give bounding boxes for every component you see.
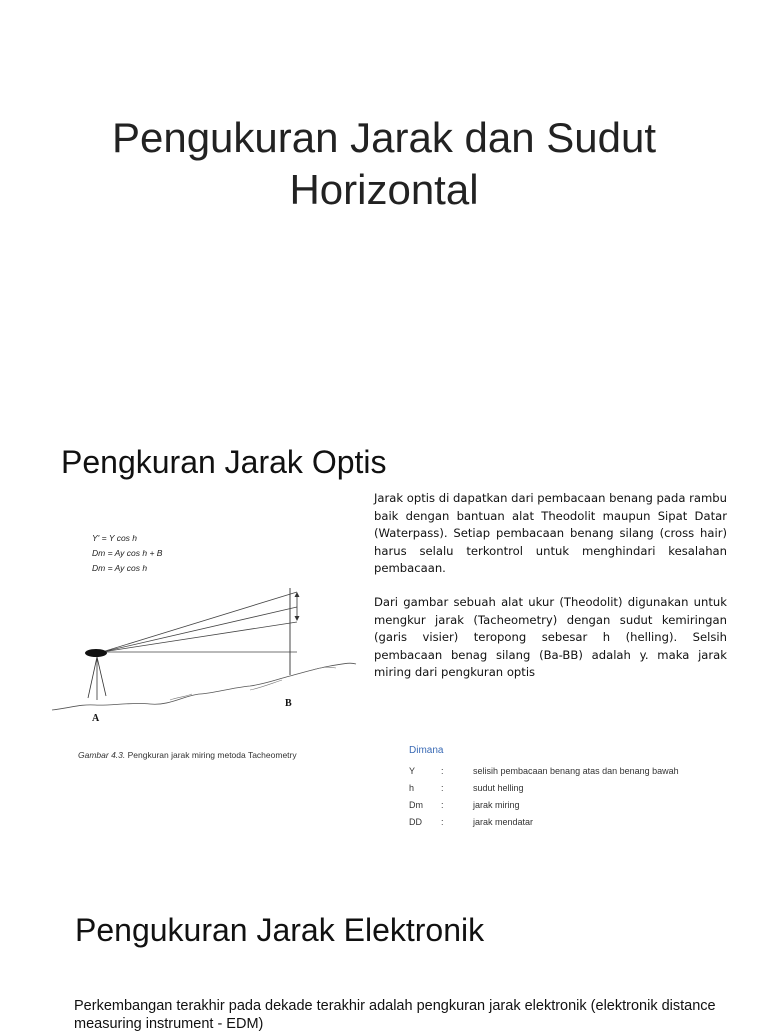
legend-symbol: Dm (409, 799, 423, 810)
terrain-line (52, 663, 356, 710)
legend-title: Dimana (409, 745, 444, 756)
formula-1: Y' = Y cos h (92, 533, 138, 543)
tripod-leg (88, 657, 97, 698)
tripod-leg (97, 657, 106, 696)
sight-line-middle (102, 607, 297, 652)
legend-symbol: Y (409, 765, 416, 776)
sight-line-bottom (102, 622, 297, 652)
legend-symbol: h (409, 782, 415, 793)
legend-colon: : (441, 816, 444, 827)
figure-caption (78, 750, 297, 760)
legend-row (409, 762, 729, 779)
tacheometry-diagram (50, 580, 360, 730)
optis-paragraph-2: Dari gambar sebuah alat ukur (Theodolit) digunakan untuk mengkur jarak (Tacheometry) dengan sudut kemiringan (garis visier) teropong sebesar h (helling). Selsih pembacaan benag silang (Ba-BB) adalah y. maka jarak miring dari pengkuran optis (374, 595, 727, 680)
legend-colon: : (441, 782, 444, 793)
section-heading-optis: Pengkuran Jarak Optis (61, 444, 387, 480)
variable-legend (409, 745, 729, 830)
optis-paragraph-1: Jarak optis di dapatkan dari pembacaan benang pada rambu baik dengan bantuan alat Theodolit maupun Sipat Datar (Waterpass). Setiap pembacaan benang silang (cross hair) harus selalu terkontrol untuk menghindari kesalahan pembacaan. (374, 491, 727, 576)
section-heading-elektronik: Pengukuran Jarak Elektronik (75, 912, 485, 948)
figure-caption-text: Pengkuran jarak miring metoda Tacheometry (127, 750, 297, 760)
slide-title-line1: Pengukuran Jarak dan Sudut (111, 114, 657, 161)
sight-line-top (102, 592, 297, 652)
legend-symbol: DD (409, 816, 422, 827)
point-label-b: B (285, 698, 292, 709)
formula-3: Dm = Ay cos h (92, 563, 148, 573)
legend-colon: : (441, 765, 444, 776)
legend-description: jarak miring (473, 799, 520, 810)
legend-row (409, 779, 729, 796)
legend-description: selisih pembacaan benang atas dan benang bawah (473, 765, 679, 776)
arrow-head-down (295, 616, 300, 621)
legend-description: jarak mendatar (473, 816, 534, 827)
point-label-a: A (92, 713, 100, 724)
formula-2: Dm = Ay cos h + B (92, 548, 163, 558)
figure-caption-number: Gambar 4.3. (78, 750, 126, 760)
slide-title-line2: Horizontal (289, 166, 479, 213)
legend-row (409, 796, 729, 813)
legend-description: sudut helling (473, 782, 524, 793)
legend-row (409, 813, 729, 830)
slide-title (0, 112, 768, 216)
legend-colon: : (441, 799, 444, 810)
elektronik-paragraph: Perkembangan terakhir pada dekade terakhir adalah pengkuran jarak elektronik (elektronik distance measuring instrument - EDM) (74, 998, 716, 1032)
telescope-icon (85, 649, 107, 657)
